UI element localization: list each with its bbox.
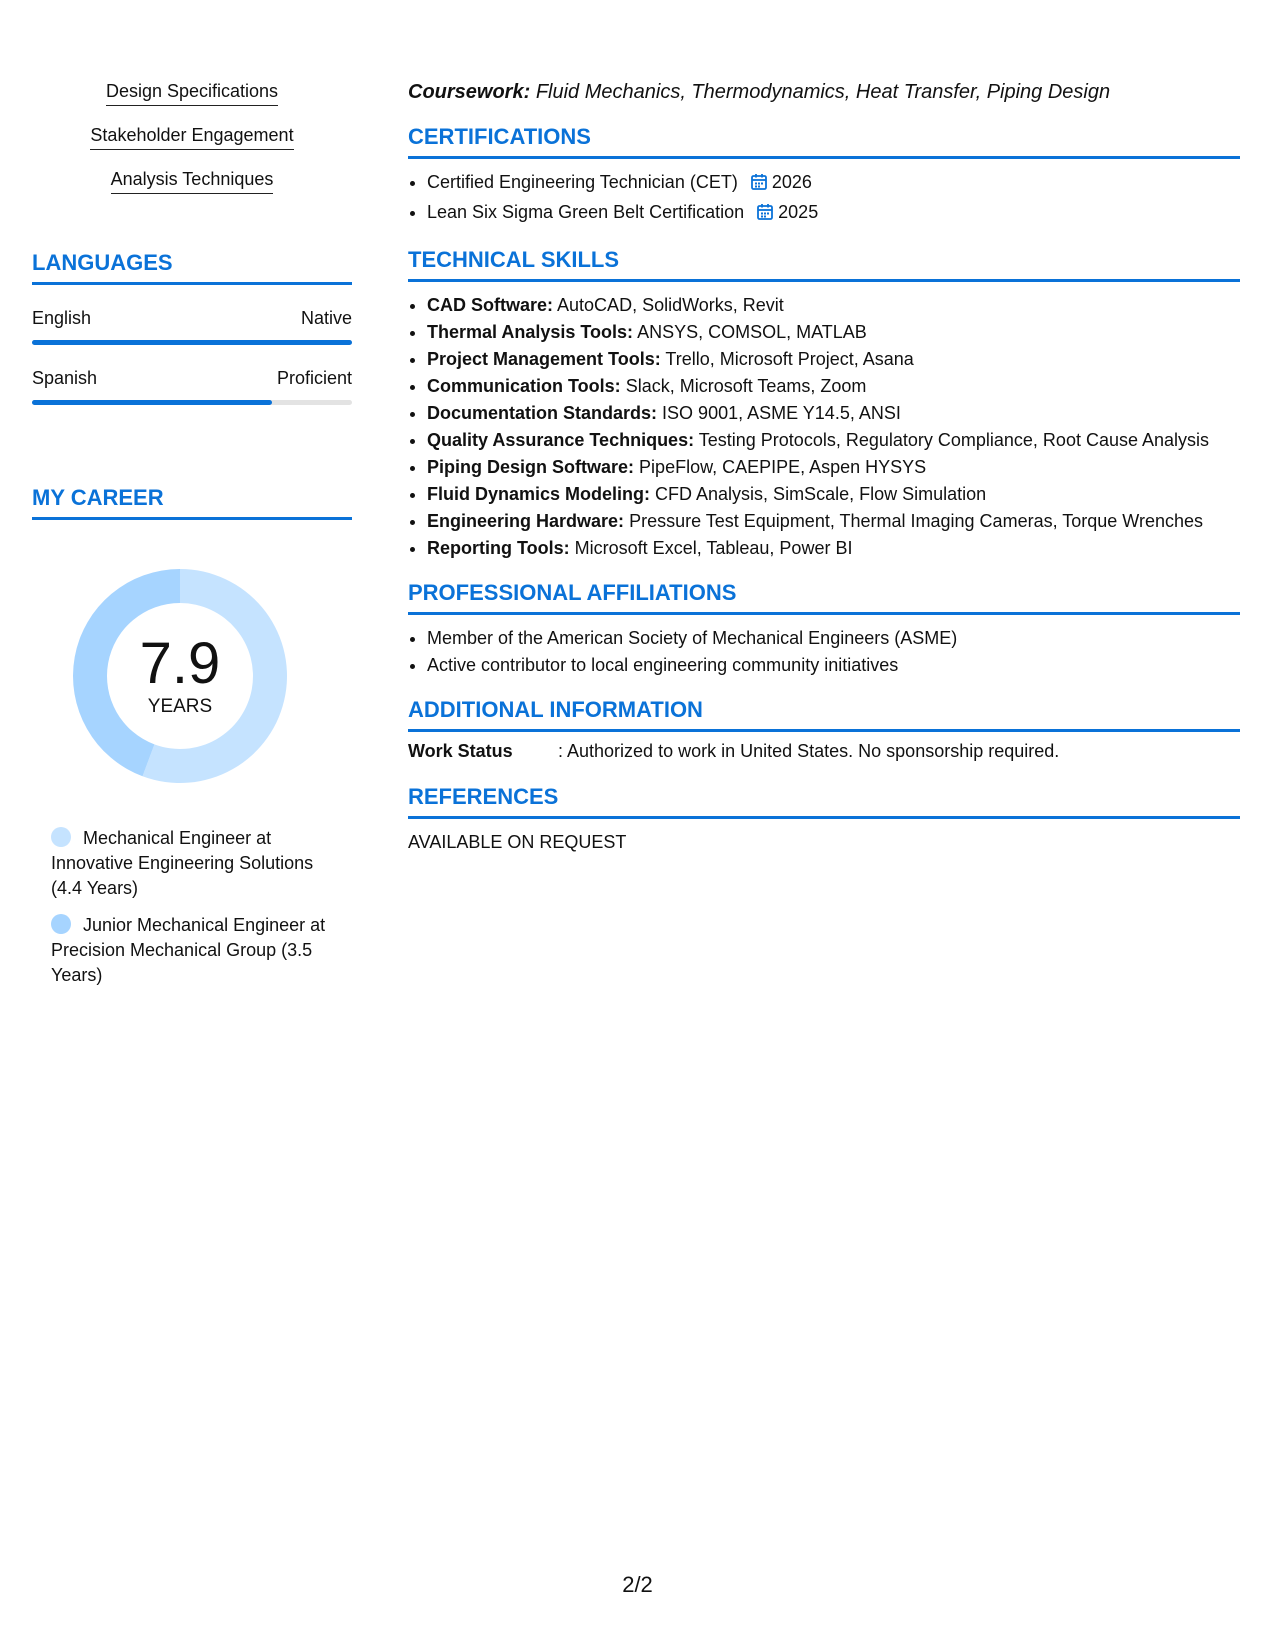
career-donut-chart (66, 562, 294, 790)
skill-tag[interactable]: Stakeholder Engagement (90, 124, 293, 150)
career-legend (51, 826, 341, 988)
skill-item (427, 481, 1240, 508)
skill-value: ANSYS, COMSOL, MATLAB (637, 322, 867, 342)
references-heading: REFERENCES (408, 784, 1240, 819)
additional-info-heading: ADDITIONAL INFORMATION (408, 697, 1240, 732)
skill-tag[interactable]: Analysis Techniques (111, 168, 274, 194)
career-item (51, 826, 341, 901)
technical-skills-heading: TECHNICAL SKILLS (408, 247, 1240, 282)
skill-label: Engineering Hardware: (427, 511, 625, 531)
skill-value: Microsoft Excel, Tableau, Power BI (574, 538, 853, 558)
languages-heading: LANGUAGES (32, 250, 352, 285)
skill-tag[interactable]: Design Specifications (106, 80, 278, 106)
skill-value: ISO 9001, ASME Y14.5, ANSI (662, 403, 901, 423)
certification-year: 2026 (771, 172, 812, 192)
coursework-label: Coursework: (408, 81, 531, 103)
skill-label: Thermal Analysis Tools: (427, 322, 634, 342)
skill-value: Pressure Test Equipment, Thermal Imaging Cameras, Torque Wrenches (629, 511, 1203, 531)
calendar-icon (756, 202, 774, 229)
skill-label: Project Management Tools: (427, 349, 661, 369)
affiliations-list (408, 625, 1240, 679)
skill-value: CFD Analysis, SimScale, Flow Simulation (655, 484, 987, 504)
career-item-text: Junior Mechanical Engineer at Precision Mechanical Group (3.5 Years) (51, 915, 326, 985)
skill-item (427, 454, 1240, 481)
language-name: English (32, 308, 92, 328)
main-content (408, 80, 1240, 853)
skill-item (427, 400, 1240, 427)
skill-label: CAD Software: (427, 295, 554, 315)
affiliation-item: • Active contributor to local engineering community initiatives (427, 652, 1240, 679)
certification-name: Certified Engineering Technician (CET) (427, 172, 738, 192)
skill-value: Trello, Microsoft Project, Asana (665, 349, 914, 369)
language-bar-fill (32, 340, 352, 345)
career-total-years: 7.9 (139, 631, 221, 696)
legend-dot-icon (51, 914, 71, 934)
career-heading: MY CAREER (32, 485, 352, 520)
skill-label: Quality Assurance Techniques: (427, 430, 695, 450)
legend-dot-icon (51, 827, 71, 847)
certifications-heading: CERTIFICATIONS (408, 124, 1240, 159)
career-item-text: Mechanical Engineer at Innovative Engineering Solutions (4.4 Years) (51, 828, 314, 898)
coursework-text: Fluid Mechanics, Thermodynamics, Heat Transfer, Piping Design (535, 81, 1111, 103)
language-bar (32, 340, 352, 345)
sidebar (32, 80, 352, 1000)
skill-item (427, 319, 1240, 346)
skill-item (427, 427, 1240, 454)
skill-item (427, 346, 1240, 373)
work-status-value: : Authorized to work in United States. No sponsorship required. (558, 741, 1060, 761)
affiliation-item: • Member of the American Society of Mechanical Engineers (ASME) (427, 625, 1240, 652)
skill-value: Slack, Microsoft Teams, Zoom (625, 376, 867, 396)
certification-year: 2025 (778, 202, 819, 222)
certification-name: Lean Six Sigma Green Belt Certification (427, 202, 745, 222)
certification-item (427, 199, 1240, 229)
affiliations-heading: PROFESSIONAL AFFILIATIONS (408, 580, 1240, 615)
work-status-row (408, 740, 1240, 762)
language-level: Native (300, 308, 352, 328)
skill-label: Reporting Tools: (427, 538, 570, 558)
certification-item (427, 169, 1240, 199)
skill-value: AutoCAD, SolidWorks, Revit (557, 295, 784, 315)
language-level: Proficient (276, 368, 352, 388)
coursework (408, 80, 1240, 104)
career-years-label: YEARS (147, 696, 213, 717)
skill-item (427, 535, 1240, 562)
skill-item (427, 292, 1240, 319)
references-text: AVAILABLE ON REQUEST (408, 832, 627, 852)
skill-item (427, 508, 1240, 535)
skill-label: Fluid Dynamics Modeling: (427, 484, 651, 504)
certifications-list (408, 169, 1240, 229)
skills-list (408, 292, 1240, 562)
page-number: 2/2 (622, 1572, 653, 1597)
skill-item (427, 373, 1240, 400)
skill-value: PipeFlow, CAEPIPE, Aspen HYSYS (639, 457, 927, 477)
skill-label: Piping Design Software: (427, 457, 635, 477)
language-name: Spanish (32, 368, 98, 388)
language-bar (32, 400, 352, 405)
language-row (32, 307, 352, 345)
calendar-icon (750, 172, 768, 199)
work-status-label: Work Status (408, 741, 513, 761)
language-bar-fill (32, 400, 272, 405)
skill-label: Documentation Standards: (427, 403, 658, 423)
skill-tags (32, 80, 352, 212)
skill-value: Testing Protocols, Regulatory Compliance, Root Cause Analysis (698, 430, 1210, 450)
language-row (32, 367, 352, 405)
skill-label: Communication Tools: (427, 376, 621, 396)
career-item (51, 913, 341, 988)
